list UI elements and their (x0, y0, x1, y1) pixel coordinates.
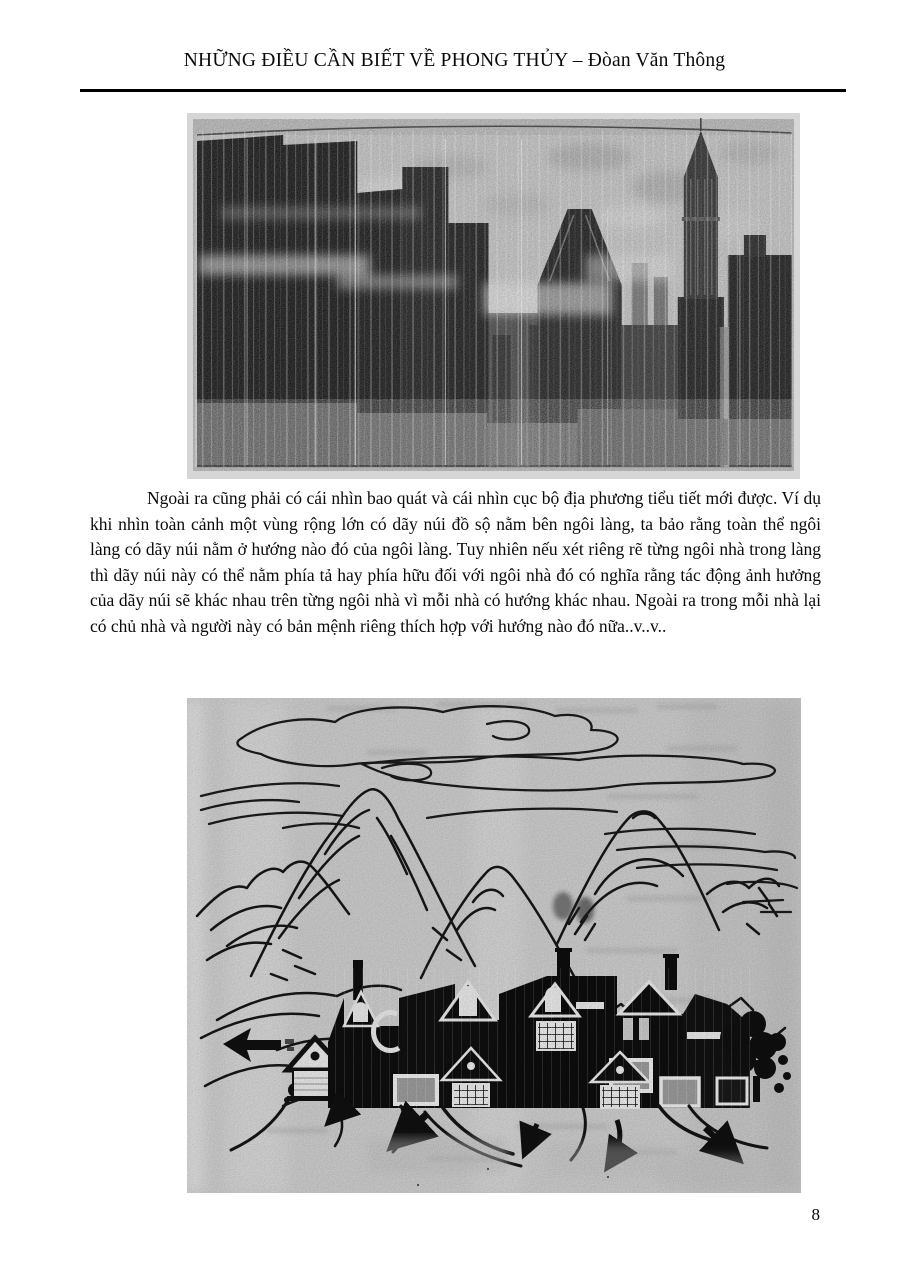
running-header-title: NHỮNG ĐIỀU CẦN BIẾT VỀ PHONG THỦY – Đòan Văn Thông (183, 50, 726, 71)
header-rule (80, 89, 846, 92)
figure-city-skyline (187, 113, 800, 479)
window-speckles (195, 399, 792, 467)
city-skyline-photo (187, 113, 800, 479)
mountain-village-drawing (187, 698, 801, 1193)
figure-mountain-village (187, 698, 801, 1193)
body-paragraph: Ngoài ra cũng phải có cái nhìn bao quát và cái nhìn cục bộ địa phương tiểu tiết mới được. Ví dụ khi nhìn toàn cảnh một vùng rộng lớn có dãy núi đồ sộ nằm bên ngôi làng, ta bảo rằng toàn thể ngôi làng có dãy núi nằm ở hướng nào đó của ngôi làng. Tuy nhiên nếu xét riêng rẽ từng ngôi nhà trong làng thì dãy núi này có thể nằm phía tả hay phía hữu đối với ngôi nhà đó có nghĩa rằng tác động ảnh hưởng của dãy núi sẽ khác nhau trên từng ngôi nhà vì mỗi nhà có hướng khác nhau. Ngoài ra trong mỗi nhà lại có chủ nhà và người này có bản mệnh riêng thích hợp với hướng nào đó nữa..v..v.. (90, 488, 821, 636)
page-number: 8 (811, 1205, 820, 1224)
drawing-grain (187, 698, 801, 1193)
